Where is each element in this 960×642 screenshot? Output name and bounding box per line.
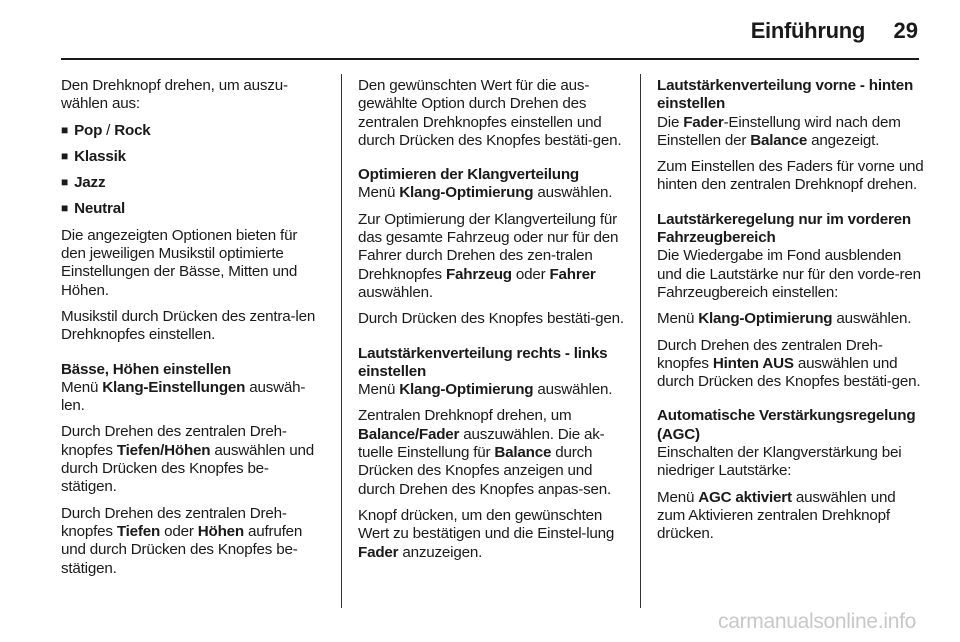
option-klassik [61,148,323,166]
column-3 [657,77,927,552]
text-run: angezeigt. [807,131,880,149]
column-divider-2 [640,74,641,608]
menu-item-klang-einstellungen: Klang-Einstellungen [102,378,246,396]
text-run: Zur Optimierung der Klangverteilung für das gesamte Fahrzeug oder nur für den Fahrer durch Drehen des zen-tralen Drehknopfes [358,210,619,283]
text-run: anzuzeigen. [398,543,483,561]
option-separator: / [102,121,115,139]
fader-paragraph [657,114,927,151]
option-jazz-label: Jazz [74,174,106,192]
select-paragraph: Musikstil durch Drücken des zentra-len Drehknopfes einstellen. [61,307,316,344]
option-jazz [61,174,323,192]
select-text: auswählen. [832,310,912,328]
hinten-paragraph [657,337,927,392]
option-rock: Rock [114,121,151,139]
intro-text: Den Drehknopf drehen, um auszu- wählen aus: [61,77,288,113]
text-run: Die [657,113,684,131]
menu-label: Menü [358,381,400,399]
optimize-paragraph [358,211,624,302]
bullet-icon: ■ [61,201,69,216]
menu-item-klang-optimierung: Klang-Optimierung [698,310,833,328]
text-run: Zentralen Drehknopf drehen, um [358,407,572,425]
menu-label: Menü [657,488,699,506]
text-run: Durch Drehen des zentralen Dreh-knopfes [61,423,287,459]
menu-klang-einstellungen [61,379,323,416]
header-rule [61,58,919,60]
option-pop-rock [61,122,323,140]
option-neutral [61,200,323,218]
option-tiefen: Tiefen [116,522,161,540]
option-neutral-label: Neutral [74,200,125,218]
option-balance-fader: Balance/Fader [358,425,460,443]
agc-menu-paragraph [657,489,927,544]
page-number: 29 [893,18,918,43]
text-run: durch Drücken des Knopfes anzeigen und durch Drehen des Knopfes anpas-sen. [358,444,612,498]
column-divider-1 [341,74,342,608]
heading-front-volume: Lautstärkeregelung nur im vorderen Fahrzeugbereich [657,210,911,247]
menu-klang-optimierung-2 [358,381,624,399]
option-fader: Fader [683,113,724,131]
option-balance: Balance [494,444,552,462]
balance-paragraph [358,407,624,498]
turn-paragraph-1 [61,423,323,496]
heading-fader: Lautstärkenverteilung vorne - hinten einstellen [657,77,914,113]
select-text: auswählen. [533,184,613,202]
column-1 [61,77,323,586]
heading-optimize: Optimieren der Klangverteilung [358,166,580,184]
menu-item-klang-optimierung: Klang-Optimierung [399,381,534,399]
text-run: oder [160,522,198,540]
options-paragraph: Die angezeigten Optionen bieten für den jeweiligen Musikstil optimierte Einstellungen der Bässe, Mitten und Höhen. [61,226,298,299]
text-run: Knopf drücken, um den gewünschten Wert zu bestätigen und die Einstel-lung [358,506,615,543]
select-text: auswäh-len. [61,378,306,415]
press-paragraph: Durch Drücken des Knopfes bestäti-gen. [358,310,624,328]
bullet-icon: ■ [61,122,69,137]
text-run: auswählen und zum Aktivieren zentralen Drehknopf drücken. [657,488,896,543]
menu-label: Menü [61,378,103,396]
text-run: -Einstellung wird nach dem Einstellen der [657,113,901,149]
text-run: auswählen. [358,283,433,301]
text-run: auswählen und durch Drücken des Knopfes be-stätigen. [61,441,314,496]
option-agc-aktiviert: AGC aktiviert [698,488,792,506]
option-hoehen: Höhen [197,522,244,540]
text-run: auswählen und durch Drücken des Knopfes bestäti-gen. [657,354,921,391]
agc-paragraph: Einschalten der Klangverstärkung bei niedriger Lautstärke: [657,444,902,480]
knopf-paragraph [358,507,624,562]
option-klassik-label: Klassik [74,147,126,165]
menu-label: Menü [657,310,699,328]
menu-item-klang-optimierung: Klang-Optimierung [399,184,534,202]
heading-bass-treble: Bässe, Höhen einstellen [61,360,232,378]
text-run: Durch Drehen des zentralen Dreh-knopfes [61,504,287,540]
bullet-icon: ■ [61,175,69,190]
option-fahrer: Fahrer [549,265,596,283]
menu-klang-optimierung-3 [657,310,927,328]
select-text: auswählen. [533,381,613,399]
menu-label: Menü [358,184,400,202]
fader-paragraph-2: Zum Einstellen des Faders für vorne und hinten den zentralen Drehknopf drehen. [657,158,924,194]
front-paragraph: Die Wiedergabe im Fond ausblenden und die Lautstärke nur für den vorde-ren Fahrzeugbereich einstellen: [657,247,921,301]
watermark: carmanualsonline.info [718,610,916,633]
text-run: oder [511,265,550,283]
text-run: auszuwählen. Die ak-tuelle Einstellung für [358,425,605,462]
page-header [0,0,960,60]
heading-balance: Lautstärkenverteilung rechts - links einstellen [358,344,608,380]
option-pop: Pop [74,121,103,139]
option-balance: Balance [750,131,808,149]
text-run: Durch Drehen des zentralen Dreh-knopfes [657,336,883,372]
heading-agc: Automatische Verstärkungsregelung (AGC) [657,407,916,443]
bullet-icon: ■ [61,148,69,163]
column-2 [358,77,624,570]
text-run: aufrufen und durch Drücken des Knopfes be-stätigen. [61,522,303,577]
option-fahrzeug: Fahrzeug [445,265,512,283]
option-fader: Fader [358,543,399,561]
turn-paragraph-2 [61,505,323,578]
option-tiefen-hoehen: Tiefen/Höhen [116,441,211,459]
value-paragraph: Den gewünschten Wert für die aus-gewählte Option durch Drehen des zentralen Drehknopfes einstellen und durch Drücken des Knopfes bestäti-gen. [358,77,622,149]
option-hinten-aus: Hinten AUS [712,354,794,372]
menu-klang-optimierung [358,184,624,202]
chapter-title: Einführung [750,18,865,43]
